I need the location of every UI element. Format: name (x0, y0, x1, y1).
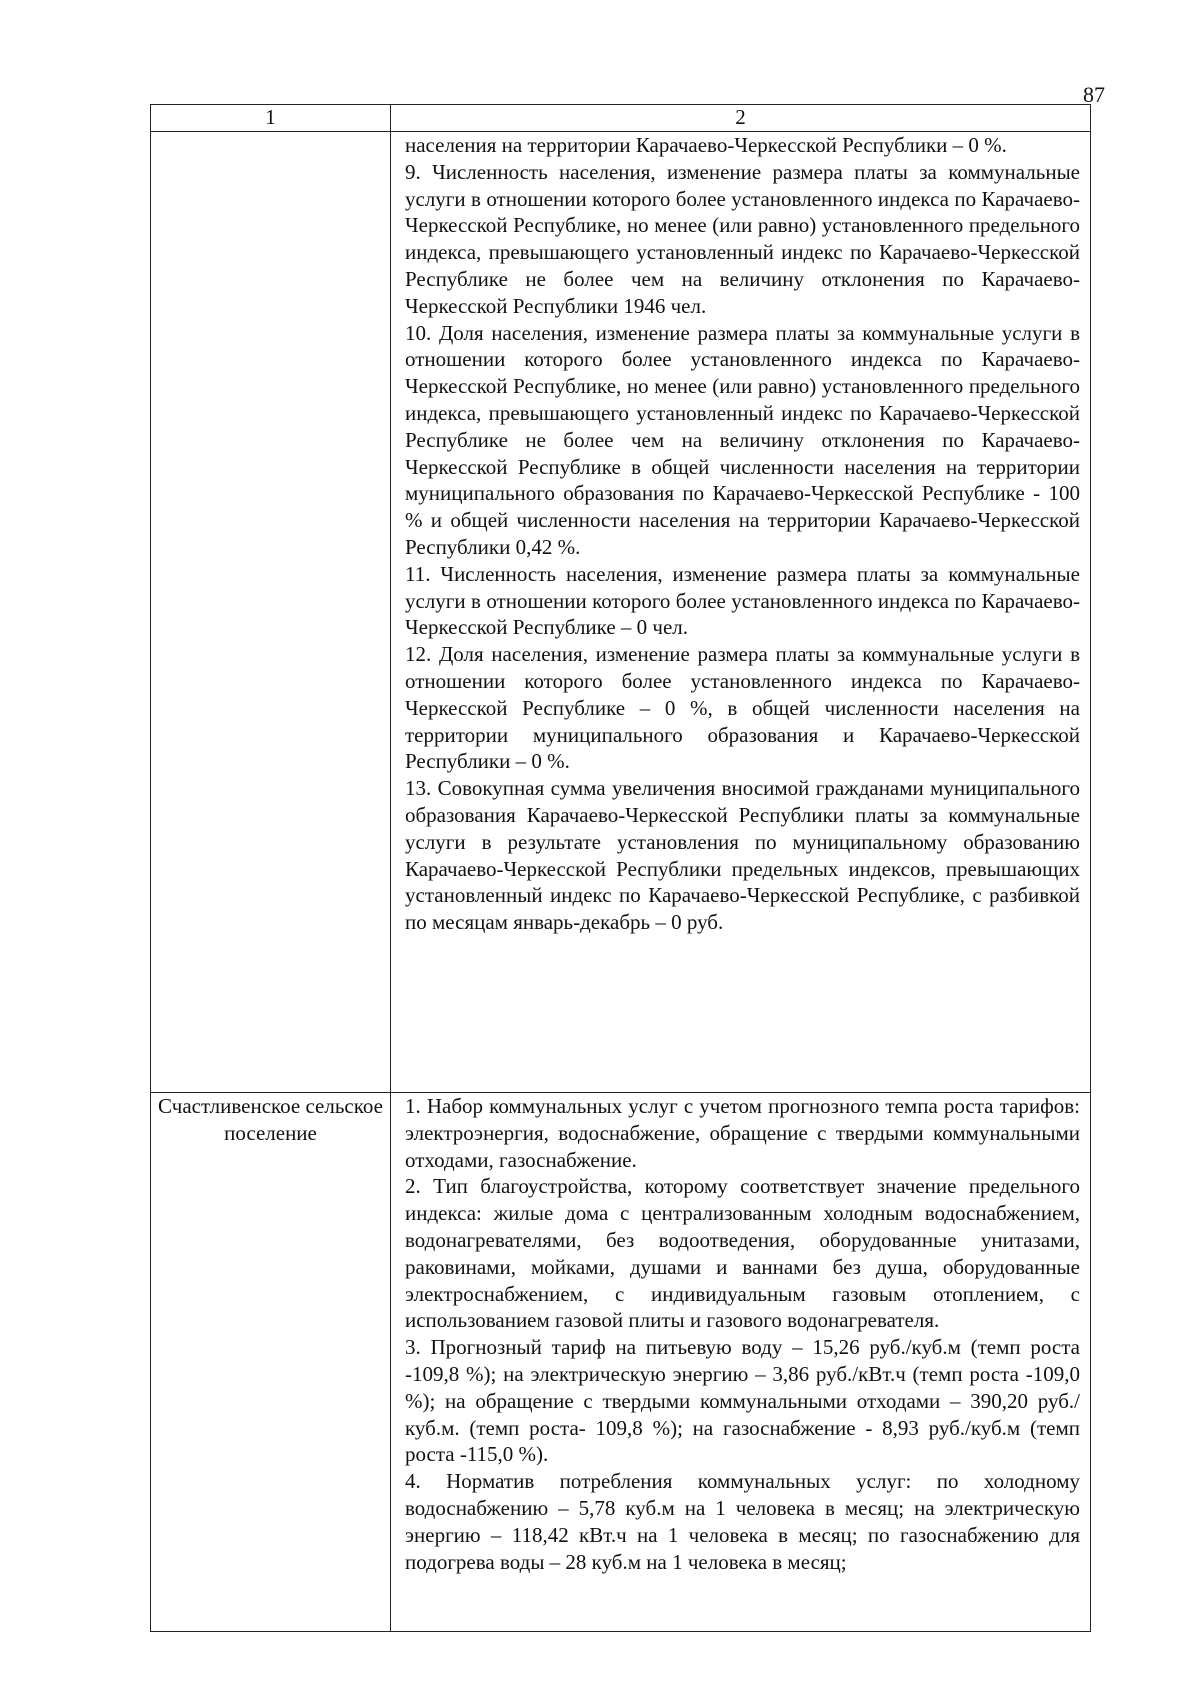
table-row (151, 132, 1091, 1093)
indicator-item: 2. Тип благоустройства, которому соответствует значение предельного индекса: жилые дома с централизованным холодным водоснабжением, водонагревателями, без водоотведения, оборудованные унитазами, раковинами, мойками, душами и ваннами без душа, оборудованные электроснабжением, с индивидуальным газовым отоплением, с использованием газовой плиты и газового водонагревателя. (405, 1174, 1080, 1333)
indicator-item: 3. Прогнозный тариф на питьевую воду – 15,26 руб./куб.м (темп роста -109,8 %); на электрическую энергию – 3,86 руб./кВт.ч (темп роста -109,0 %); на обращение с твердыми коммунальными отходами – 390,20 руб./куб.м. (темп роста- 109,8 %); на газоснабжение - 8,93 руб./куб.м (темп роста -115,0 %). (405, 1335, 1080, 1467)
column-header-2: 2 (391, 105, 1091, 132)
indicators-cell (391, 132, 1091, 1093)
document-table (150, 104, 1091, 1632)
indicator-item: населения на территории Карачаево-Черкесской Республики – 0 %. (405, 133, 1007, 157)
indicator-item: 11. Численность населения, изменение размера платы за коммунальные услуги в отношении которого более установленного индекса по Карачаево-Черкесской Республике – 0 чел. (405, 561, 1080, 640)
indicator-item: 10. Доля населения, изменение размера платы за коммунальные услуги в отношении которого более установленного индекса по Карачаево-Черкесской Республике, но менее (или равно) установленного предельного индекса, превышающего установленный индекс по Карачаево-Черкесской Республике не более чем на величину отклонения по Карачаево-Черкесской Республике в общей численности населения на территории муниципального образования по Карачаево-Черкесской Республике - 100 % и общей численности населения на территории Карачаево-Черкесской Республики 0,42 %. (405, 320, 1080, 559)
page-number: 87 (1083, 82, 1105, 107)
indicator-item: 12. Доля населения, изменение размера платы за коммунальные услуги в отношении которого более установленного индекса по Карачаево-Черкесской Республике – 0 %, в общей численности населения на территории муниципального образования и Карачаево-Черкесской Республики – 0 %. (405, 642, 1080, 774)
table-row (151, 1093, 1091, 1632)
indicators-cell (391, 1093, 1091, 1632)
table-header-row (151, 105, 1091, 132)
column-header-1: 1 (151, 105, 391, 132)
indicator-item: 9. Численность населения, изменение размера платы за коммунальные услуги в отношении которого более установленного индекса по Карачаево-Черкесской Республике, но менее (или равно) установленного предельного индекса, превышающего установленный индекс по Карачаево-Черкесской Республике не более чем на величину отклонения по Карачаево-Черкесской Республики 1946 чел. (405, 159, 1080, 318)
indicator-item: 1. Набор коммунальных услуг с учетом прогнозного темпа роста тарифов: электроэнергия, водоснабжение, обращение с твердыми коммунальными отходами, газоснабжение. (405, 1094, 1080, 1172)
indicator-item: 13. Совокупная сумма увеличения вносимой гражданами муниципального образования Карачаево-Черкесской Республики платы за коммунальные услуги в результате установления по муниципальному образованию Карачаево-Черкесской Республики предельных индексов, превышающих установленный индекс по Карачаево-Черкесской Республике, с разбивкой по месяцам январь-декабрь – 0 руб. (405, 776, 1080, 935)
indicator-item: 4. Норматив потребления коммунальных услуг: по холодному водоснабжению – 5,78 куб.м на 1 человека в месяц; на электрическую энергию – 118,42 кВт.ч на 1 человека в месяц; по газоснабжению для подогрева воды – 28 куб.м на 1 человека в месяц; (405, 1469, 1080, 1574)
settlement-name-cell (151, 132, 391, 1093)
settlement-name-cell: Счастливенское сельское поселение (151, 1093, 391, 1632)
